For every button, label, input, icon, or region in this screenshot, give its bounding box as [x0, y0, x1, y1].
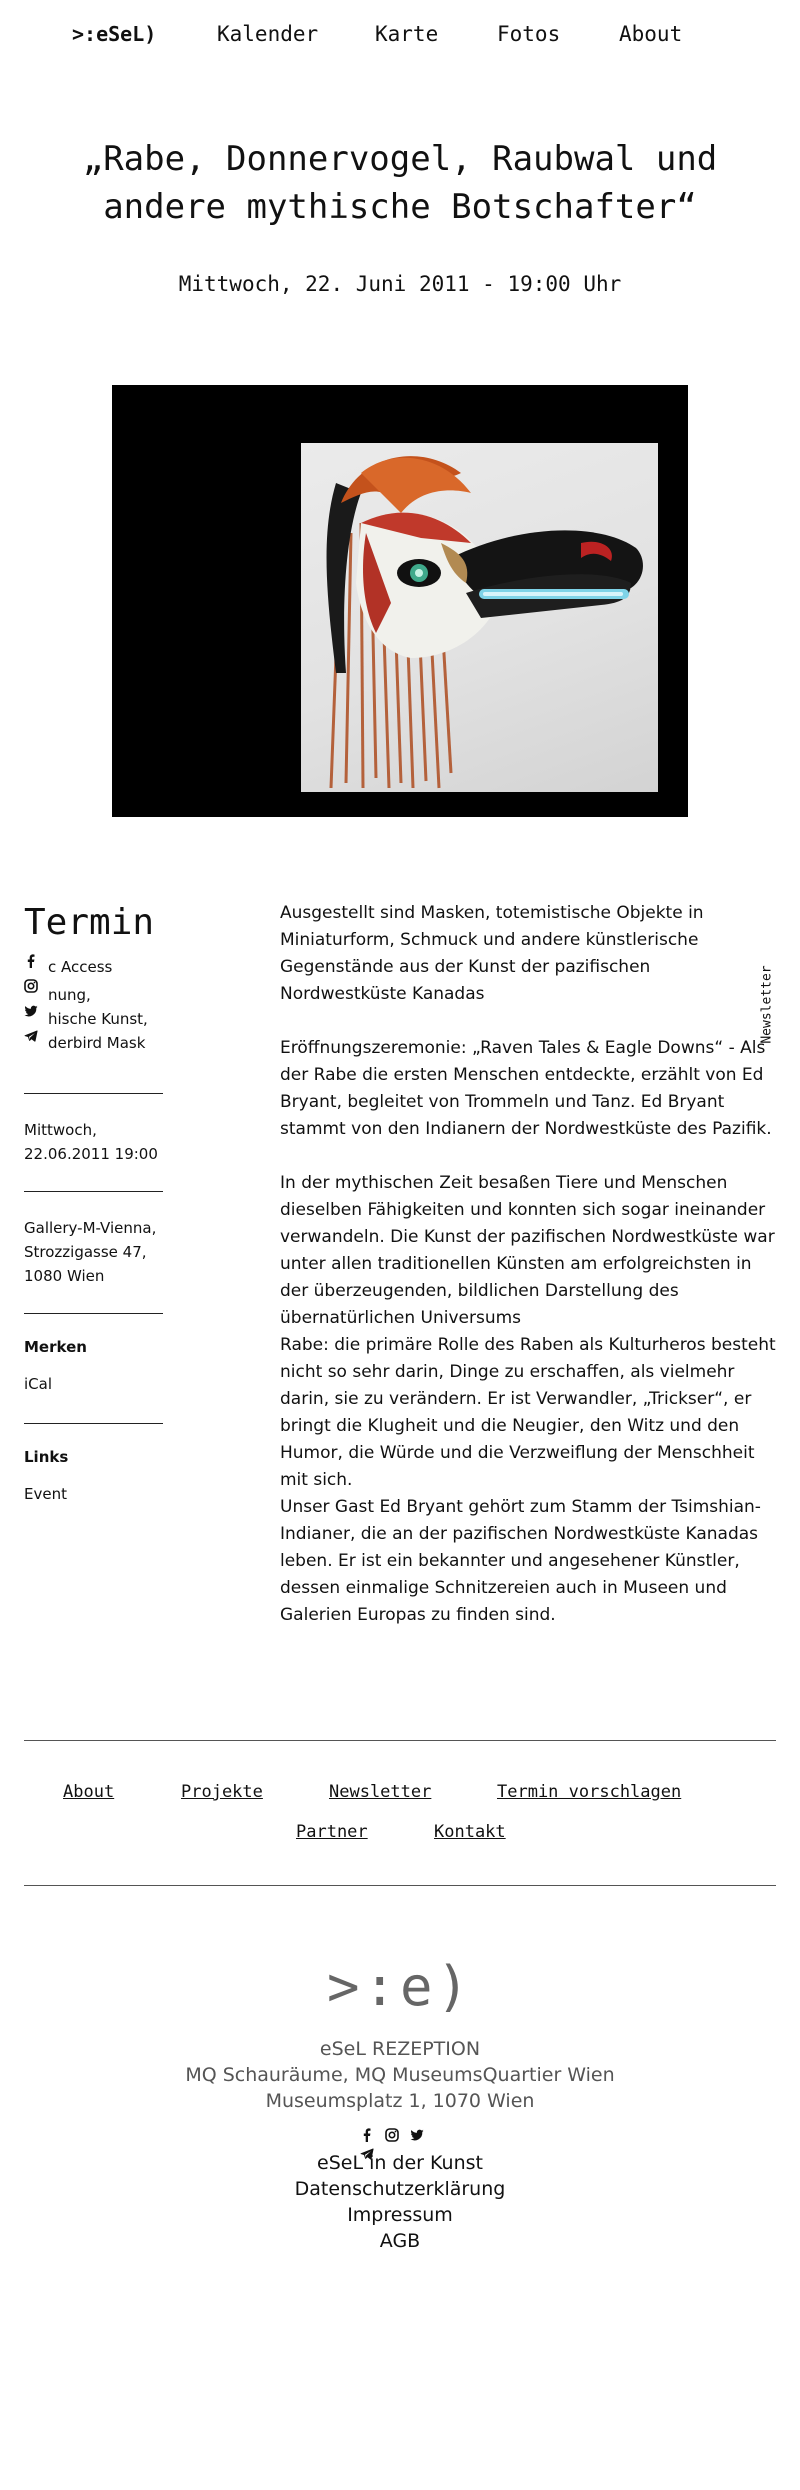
nav-item-karte[interactable]: Karte [375, 22, 439, 46]
divider [24, 1191, 163, 1192]
divider [24, 1423, 163, 1424]
footer-link-partner[interactable]: Partner [296, 1822, 368, 1842]
twitter-icon[interactable] [410, 2127, 424, 2141]
raven-mask-photo [301, 443, 658, 792]
instagram-icon[interactable] [385, 2127, 399, 2141]
event-datetime [24, 1118, 184, 1166]
share-icons [24, 953, 40, 1053]
footer-legal-agb[interactable]: AGB [379, 2230, 421, 2252]
event-link[interactable]: Event [24, 1485, 67, 1503]
divider [24, 1093, 163, 1094]
site-logo[interactable]: >:eSeL) [72, 22, 157, 46]
category-tag[interactable]: derbird Mask [48, 1034, 146, 1052]
links-heading: Links [24, 1448, 69, 1466]
nav-item-kalender[interactable]: Kalender [217, 22, 319, 46]
footer-social-icons [357, 2127, 447, 2145]
footer-link-termin-vorschlagen[interactable]: Termin vorschlagen [497, 1782, 682, 1802]
footer-address-name: eSeL REZEPTION [319, 2038, 481, 2060]
description-paragraph: In der mythischen Zeit besaßen Tiere und Menschen dieselben Fähigkeiten und konnten sich sogar ineinander verwandeln. Die Kunst der pazifischen Nordwestküste war unter allen traditionellen Künsten am erfolgreichsten in der überzeugenden, bildlichen Darstellung des übernatürlichen Universums [280, 1173, 775, 1328]
footer-divider-top [24, 1740, 776, 1741]
location-city: 1080 Wien [24, 1267, 105, 1285]
footer-logo[interactable]: >:e) [326, 1955, 474, 2018]
location-venue: Gallery-M-Vienna, [24, 1219, 157, 1237]
telegram-icon[interactable] [24, 1028, 38, 1042]
nav-item-about[interactable]: About [619, 22, 683, 46]
event-categories [48, 955, 163, 1055]
event-title-line2: andere mythische Botschafter“ [103, 187, 697, 227]
ical-link[interactable]: iCal [24, 1375, 53, 1393]
top-nav [0, 22, 800, 52]
footer-legal-datenschutz[interactable]: Datenschutzerklärung [294, 2178, 506, 2200]
termin-heading: Termin [24, 902, 155, 943]
divider [24, 1313, 163, 1314]
footer-link-projekte[interactable]: Projekte [181, 1782, 263, 1802]
description-paragraph: Ausgestellt sind Masken, totemistische Objekte in Miniaturform, Schmuck und andere künstlerische Gegenstände aus der Kunst der pazifischen Nordwestküste Kanadas [280, 903, 704, 1004]
event-date: Mittwoch, 22. Juni 2011 - 19:00 Uhr [178, 272, 622, 296]
instagram-icon[interactable] [24, 978, 38, 992]
event-title-line1: „Rabe, Donnervogel, Raubwal und [82, 139, 718, 179]
category-tag[interactable]: hische Kunst, [48, 1010, 148, 1028]
footer-link-newsletter[interactable]: Newsletter [329, 1782, 432, 1802]
footer-link-kontakt[interactable]: Kontakt [434, 1822, 506, 1842]
footer-divider-bottom [24, 1885, 776, 1886]
datetime-day: Mittwoch, [24, 1121, 97, 1139]
merken-heading: Merken [24, 1338, 87, 1356]
description-paragraph: Unser Gast Ed Bryant gehört zum Stamm der Tsimshian-Indianer, die an der pazifischen Nordwestküste Kanadas leben. Er ist ein bekannter und angesehener Künstler, dessen einmalige Schnitzereien auch in Museen und Galerien Europas zu finden sind. [280, 1497, 761, 1625]
description-paragraph: Rabe: die primäre Rolle des Raben als Kulturheros besteht nicht so sehr darin, Dinge zu erschaffen, als vielmehr darin, sie zu verändern. Er ist Verwandler, „Trickser“, er bringt die Klugheit und die Neugier, den Witz und den Humor, die Würde und die Verzweiflung der Menschheit mit sich. [280, 1335, 776, 1490]
newsletter-side-tab[interactable] [757, 952, 777, 1062]
footer-legal-esel-kunst[interactable]: eSeL in der Kunst [317, 2152, 483, 2174]
facebook-icon[interactable] [24, 953, 38, 967]
event-description [280, 900, 776, 1629]
access-tag[interactable]: c Access [48, 958, 113, 976]
event-image [112, 385, 688, 817]
newsletter-side-label: Newsletter [759, 965, 775, 1044]
location-street: Strozzigasse 47, [24, 1243, 147, 1261]
twitter-icon[interactable] [24, 1003, 38, 1017]
category-tag[interactable]: nung, [48, 986, 91, 1004]
facebook-icon[interactable] [360, 2127, 374, 2141]
description-paragraph: Eröffnungszeremonie: „Raven Tales & Eagle Downs“ - Als der Rabe die ersten Menschen entdeckte, erzählt von Ed Bryant, begleitet von Trommeln und Tanz. Ed Bryant stammt von den Indianern der Nordwestküste des Pazifik. [280, 1038, 772, 1139]
footer-address-venue: MQ Schauräume, MQ MuseumsQuartier Wien [185, 2064, 615, 2086]
event-title [0, 135, 800, 231]
nav-item-fotos[interactable]: Fotos [497, 22, 561, 46]
datetime-value: 22.06.2011 19:00 [24, 1145, 158, 1163]
footer-address-street: Museumsplatz 1, 1070 Wien [265, 2090, 535, 2112]
footer-link-about[interactable]: About [63, 1782, 115, 1802]
footer-legal-impressum[interactable]: Impressum [347, 2204, 453, 2226]
event-location[interactable] [24, 1216, 184, 1288]
